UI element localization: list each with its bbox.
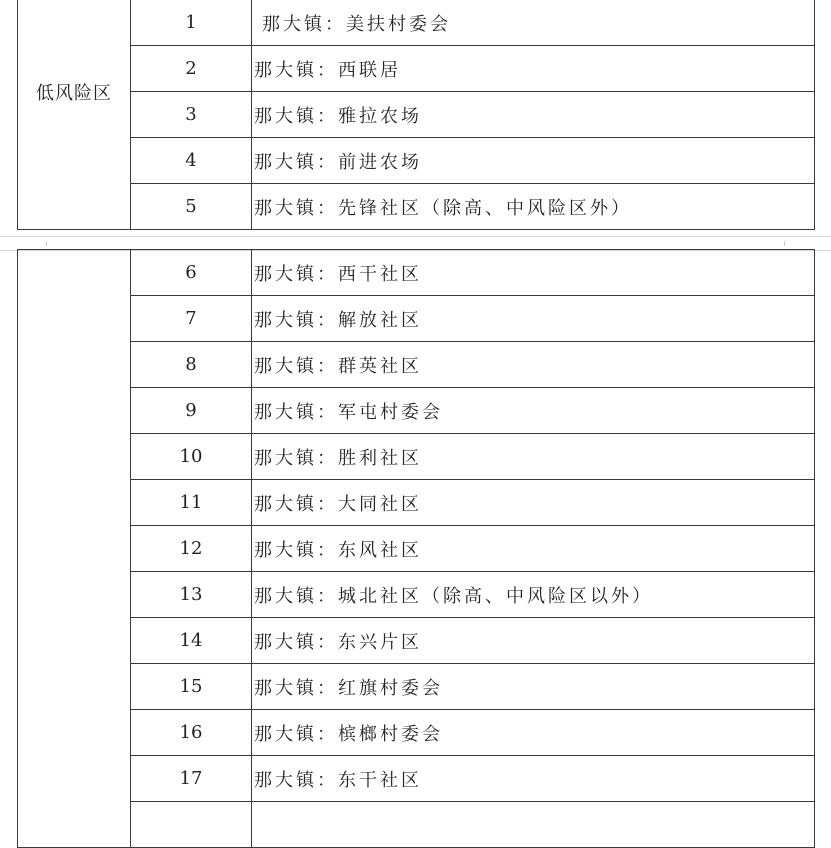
row-place: 那大镇：美扶村委会 xyxy=(252,0,815,46)
row-place: 那大镇：西干社区 xyxy=(252,250,815,296)
row-number: 13 xyxy=(131,572,252,618)
table-row xyxy=(18,526,815,572)
table-row xyxy=(18,480,815,526)
page-margin-mark xyxy=(784,241,785,246)
row-place: 那大镇：胜利社区 xyxy=(252,434,815,480)
risk-area-table-top xyxy=(17,0,815,230)
table-row xyxy=(18,296,815,342)
table-row xyxy=(18,434,815,480)
row-number: 4 xyxy=(131,138,252,184)
row-number: 15 xyxy=(131,664,252,710)
row-place: 那大镇：军屯村委会 xyxy=(252,388,815,434)
number-cell xyxy=(131,802,252,848)
row-number: 8 xyxy=(131,342,252,388)
table-row xyxy=(18,618,815,664)
table-row xyxy=(18,342,815,388)
place-cell xyxy=(252,802,815,848)
row-number: 6 xyxy=(131,250,252,296)
row-place: 那大镇：雅拉农场 xyxy=(252,92,815,138)
table-row xyxy=(18,802,815,848)
row-place: 那大镇：东风社区 xyxy=(252,526,815,572)
zone-cell-continued xyxy=(18,250,131,848)
row-place: 那大镇：前进农场 xyxy=(252,138,815,184)
row-place: 那大镇：槟榔村委会 xyxy=(252,710,815,756)
row-number: 3 xyxy=(131,92,252,138)
row-number: 9 xyxy=(131,388,252,434)
risk-area-table-bottom xyxy=(17,249,815,848)
table-row xyxy=(18,250,815,296)
table-row xyxy=(18,710,815,756)
row-number: 11 xyxy=(131,480,252,526)
row-place: 那大镇：群英社区 xyxy=(252,342,815,388)
table-row xyxy=(18,0,815,46)
row-place: 那大镇：大同社区 xyxy=(252,480,815,526)
row-number: 16 xyxy=(131,710,252,756)
page-margin-mark xyxy=(46,241,47,246)
row-place: 那大镇：红旗村委会 xyxy=(252,664,815,710)
table-row xyxy=(18,184,815,230)
row-number: 5 xyxy=(131,184,252,230)
zone-cell xyxy=(18,0,131,230)
row-number: 2 xyxy=(131,46,252,92)
row-place: 那大镇：东干社区 xyxy=(252,756,815,802)
row-number: 10 xyxy=(131,434,252,480)
row-number: 1 xyxy=(131,0,252,46)
zone-label: 低风险区 xyxy=(36,82,112,104)
table-row xyxy=(18,46,815,92)
row-number: 17 xyxy=(131,756,252,802)
row-place: 那大镇：城北社区（除高、中风险区以外） xyxy=(252,572,815,618)
row-place: 那大镇：解放社区 xyxy=(252,296,815,342)
row-number: 14 xyxy=(131,618,252,664)
row-number: 7 xyxy=(131,296,252,342)
table-row xyxy=(18,138,815,184)
row-place: 那大镇：先锋社区（除高、中风险区外） xyxy=(252,184,815,230)
table-row xyxy=(18,572,815,618)
table-row xyxy=(18,664,815,710)
row-place: 那大镇：西联居 xyxy=(252,46,815,92)
row-number: 12 xyxy=(131,526,252,572)
row-place: 那大镇：东兴片区 xyxy=(252,618,815,664)
table-row xyxy=(18,388,815,434)
table-row xyxy=(18,92,815,138)
table-row xyxy=(18,756,815,802)
